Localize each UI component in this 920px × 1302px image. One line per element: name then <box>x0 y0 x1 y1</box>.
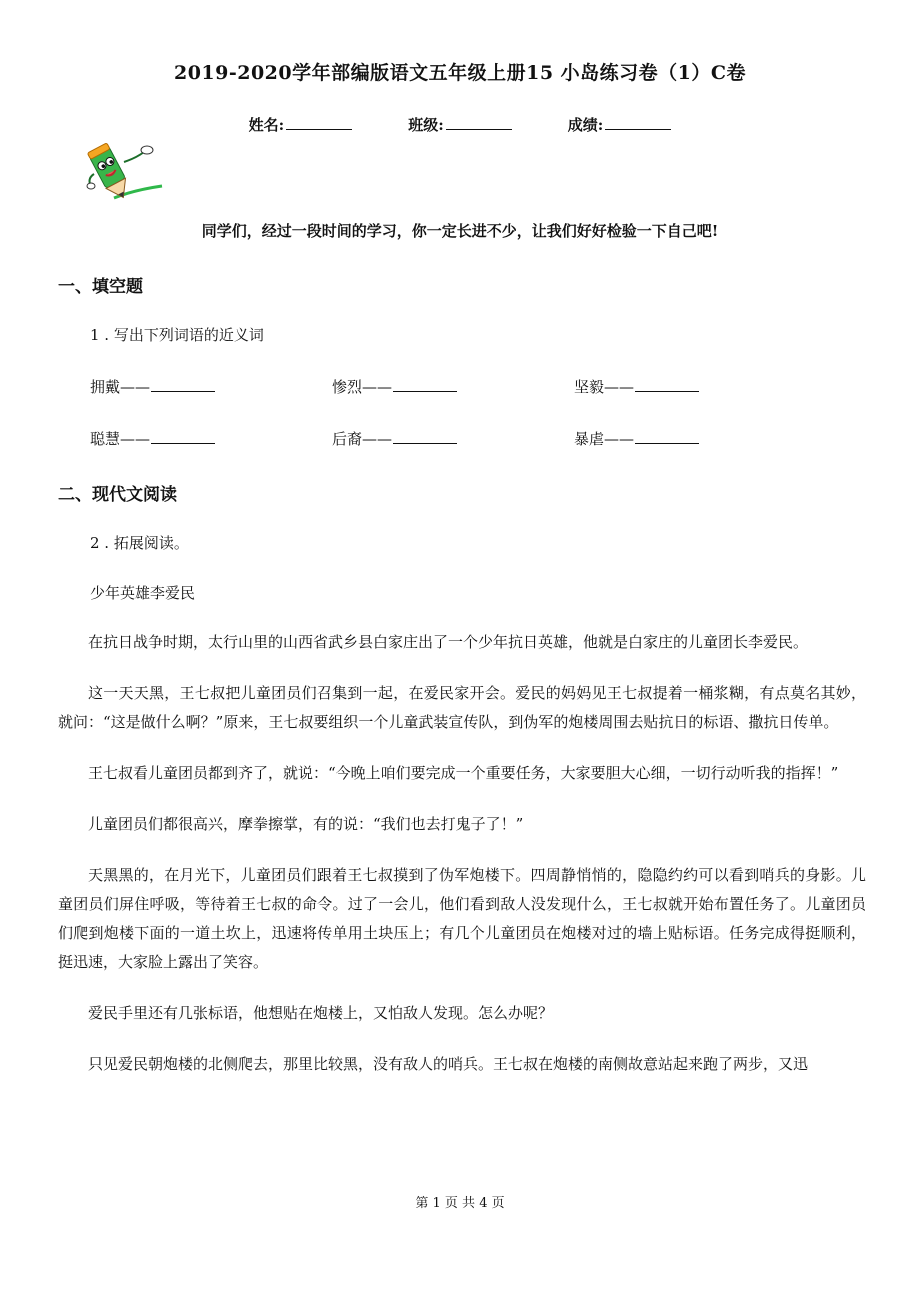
score-blank[interactable] <box>605 115 671 130</box>
class-blank[interactable] <box>446 115 512 130</box>
vocab-item <box>574 376 699 397</box>
name-blank[interactable] <box>286 115 352 130</box>
vocab-answer-blank[interactable] <box>635 429 699 444</box>
vocab-item <box>90 376 215 397</box>
vocab-answer-blank[interactable] <box>151 429 215 444</box>
passage-paragraph: 在抗日战争时期，太行山里的山西省武乡县白家庄出了一个少年抗日英雄，他就是白家庄的儿童团长李爱民。 <box>88 633 809 651</box>
vocab-word: 拥戴—— <box>90 378 151 396</box>
passage-paragraph: 这一天天黑，王七叔把儿童团员们召集到一起，在爱民家开会。爱民的妈妈见王七叔提着一桶浆糊，有点莫名其妙，就问：“这是做什么啊？”原来，王七叔要组织一个儿童武装宣传队，到伪军的炮楼周围去贴抗日的标语、撒抗日传单。 <box>58 684 866 731</box>
class-field <box>408 114 512 135</box>
page-title: 2019-2020学年部编版语文五年级上册15 小岛练习卷（1）C卷 <box>173 62 747 84</box>
vocab-item <box>332 428 457 449</box>
vocab-item <box>332 376 457 397</box>
vocab-word: 暴虐—— <box>574 430 635 448</box>
class-label: 班级: <box>408 116 444 134</box>
reading-passage <box>58 628 866 1101</box>
vocab-word: 惨烈—— <box>332 378 393 396</box>
passage-paragraph: 爱民手里还有几张标语，他想贴在炮楼上，又怕敌人发现。怎么办呢？ <box>88 1004 554 1022</box>
passage-paragraph: 天黑黑的，在月光下，儿童团员们跟着王七叔摸到了伪军炮楼下。四周静悄悄的，隐隐约约可以看到哨兵的身影。儿童团员们屏住呼吸，等待着王七叔的命令。过了一会儿，他们看到敌人没发现什么，王七叔就开始布置任务了。儿童团员们爬到炮楼下面的一道土坎上，迅速将传单用土块压上；有几个儿童团员在炮楼对过的墙上贴标语。任务完成得挺顺利，挺迅速，大家脸上露出了笑容。 <box>58 866 866 971</box>
vocab-answer-blank[interactable] <box>151 377 215 392</box>
passage-title: 少年英雄李爱民 <box>90 584 196 602</box>
vocab-item <box>90 428 215 449</box>
vocab-answer-blank[interactable] <box>393 377 457 392</box>
page-footer: 第 1 页 共 4 页 <box>415 1196 505 1211</box>
greeting-text: 同学们，经过一段时间的学习，你一定长进不少，让我们好好检验一下自己吧! <box>201 222 719 240</box>
vocab-word: 聪慧—— <box>90 430 151 448</box>
pencil-mascot-icon <box>84 140 168 204</box>
vocab-word: 坚毅—— <box>574 378 635 396</box>
passage-paragraph: 王七叔看儿童团员都到齐了，就说：“今晚上咱们要完成一个重要任务，大家要胆大心细，一切行动听我的指挥！” <box>88 764 839 782</box>
passage-paragraph: 儿童团员们都很高兴，摩拳擦掌，有的说：“我们也去打鬼子了！” <box>88 815 524 833</box>
section-heading-fill-blank: 一、填空题 <box>58 277 143 297</box>
student-info-row <box>0 114 920 135</box>
name-label: 姓名: <box>248 116 285 134</box>
section-heading-reading: 二、现代文阅读 <box>58 485 177 505</box>
vocab-item <box>574 428 699 449</box>
vocab-answer-blank[interactable] <box>635 377 699 392</box>
score-field <box>568 114 672 135</box>
score-label: 成绩: <box>567 116 604 134</box>
vocab-word: 后裔—— <box>332 430 393 448</box>
question-1-prompt: 1 . 写出下列词语的近义词 <box>90 326 264 344</box>
vocab-answer-blank[interactable] <box>393 429 457 444</box>
name-field <box>249 114 353 135</box>
question-2-prompt: 2 . 拓展阅读。 <box>90 534 189 552</box>
passage-paragraph: 只见爱民朝炮楼的北侧爬去，那里比较黑，没有敌人的哨兵。王七叔在炮楼的南侧故意站起来跑了两步，又迅 <box>88 1055 809 1073</box>
